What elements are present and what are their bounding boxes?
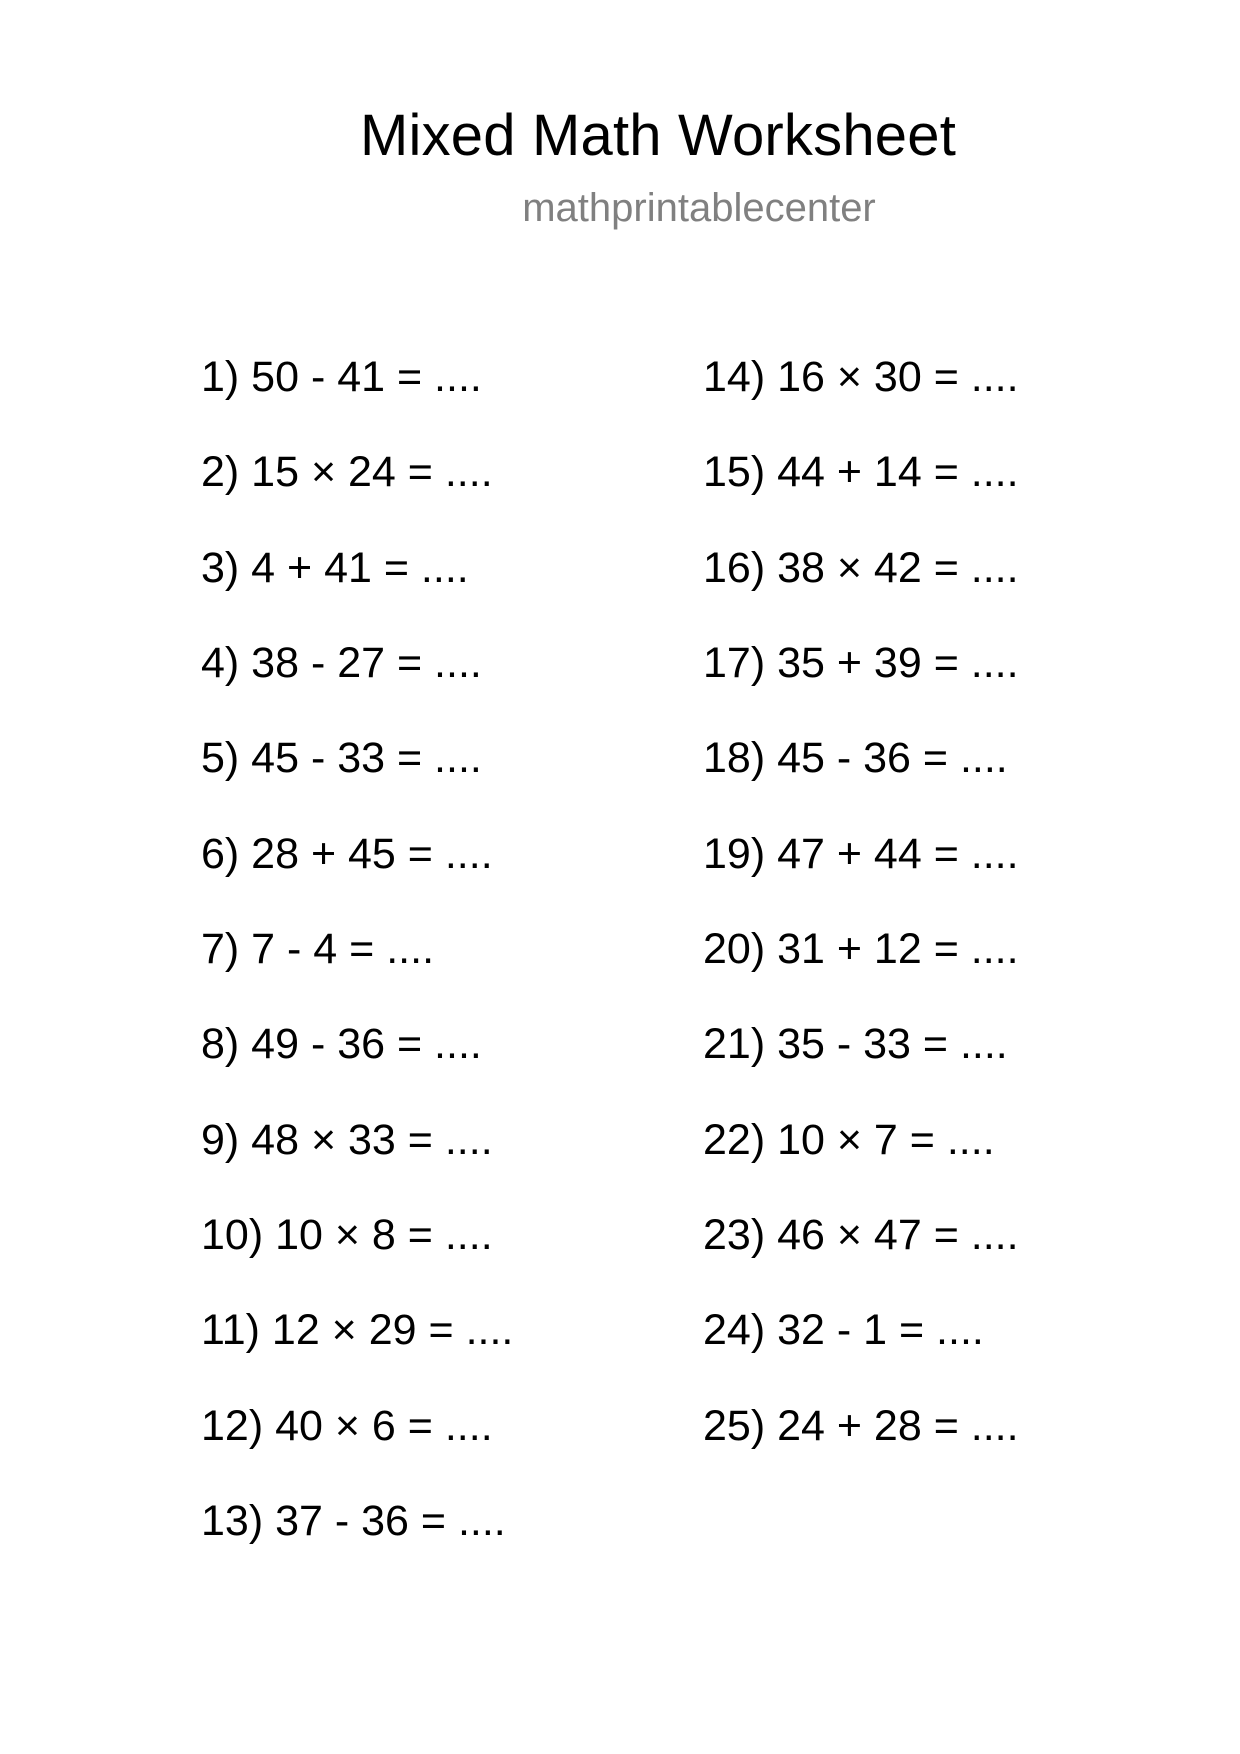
- problem-21: 21) 35 - 33 = ....: [703, 1020, 1008, 1069]
- problem-22: 22) 10 × 7 = ....: [703, 1115, 995, 1164]
- problem-10: 10) 10 × 8 = ....: [201, 1210, 493, 1259]
- problem-6: 6) 28 + 45 = ....: [201, 829, 493, 878]
- problem-column-left: [201, 352, 513, 1591]
- problem-5: 5) 45 - 33 = ....: [201, 734, 482, 783]
- problem-column-right: [703, 352, 1019, 1496]
- problem-16: 16) 38 × 42 = ....: [703, 543, 1019, 592]
- problem-7: 7) 7 - 4 = ....: [201, 924, 435, 973]
- problem-17: 17) 35 + 39 = ....: [703, 638, 1019, 687]
- problem-25: 25) 24 + 28 = ....: [703, 1401, 1019, 1450]
- page-subtitle: mathprintablecenter: [522, 186, 876, 230]
- page-title: Mixed Math Worksheet: [359, 103, 957, 168]
- problem-18: 18) 45 - 36 = ....: [703, 734, 1008, 783]
- problem-2: 2) 15 × 24 = ....: [201, 448, 493, 497]
- problem-24: 24) 32 - 1 = ....: [703, 1306, 984, 1355]
- problem-9: 9) 48 × 33 = ....: [201, 1115, 493, 1164]
- problem-23: 23) 46 × 47 = ....: [703, 1210, 1019, 1259]
- problem-12: 12) 40 × 6 = ....: [201, 1401, 493, 1450]
- problem-15: 15) 44 + 14 = ....: [703, 448, 1019, 497]
- problem-11: 11) 12 × 29 = ....: [201, 1306, 514, 1355]
- problem-4: 4) 38 - 27 = ....: [201, 638, 482, 687]
- problem-1: 1) 50 - 41 = ....: [201, 353, 482, 401]
- problem-8: 8) 49 - 36 = ....: [201, 1020, 482, 1069]
- problem-14: 14) 16 × 30 = ....: [703, 353, 1019, 401]
- problem-19: 19) 47 + 44 = ....: [703, 829, 1019, 878]
- problem-20: 20) 31 + 12 = ....: [703, 924, 1019, 973]
- problem-3: 3) 4 + 41 = ....: [201, 543, 469, 592]
- problem-13: 13) 37 - 36 = ....: [201, 1496, 506, 1545]
